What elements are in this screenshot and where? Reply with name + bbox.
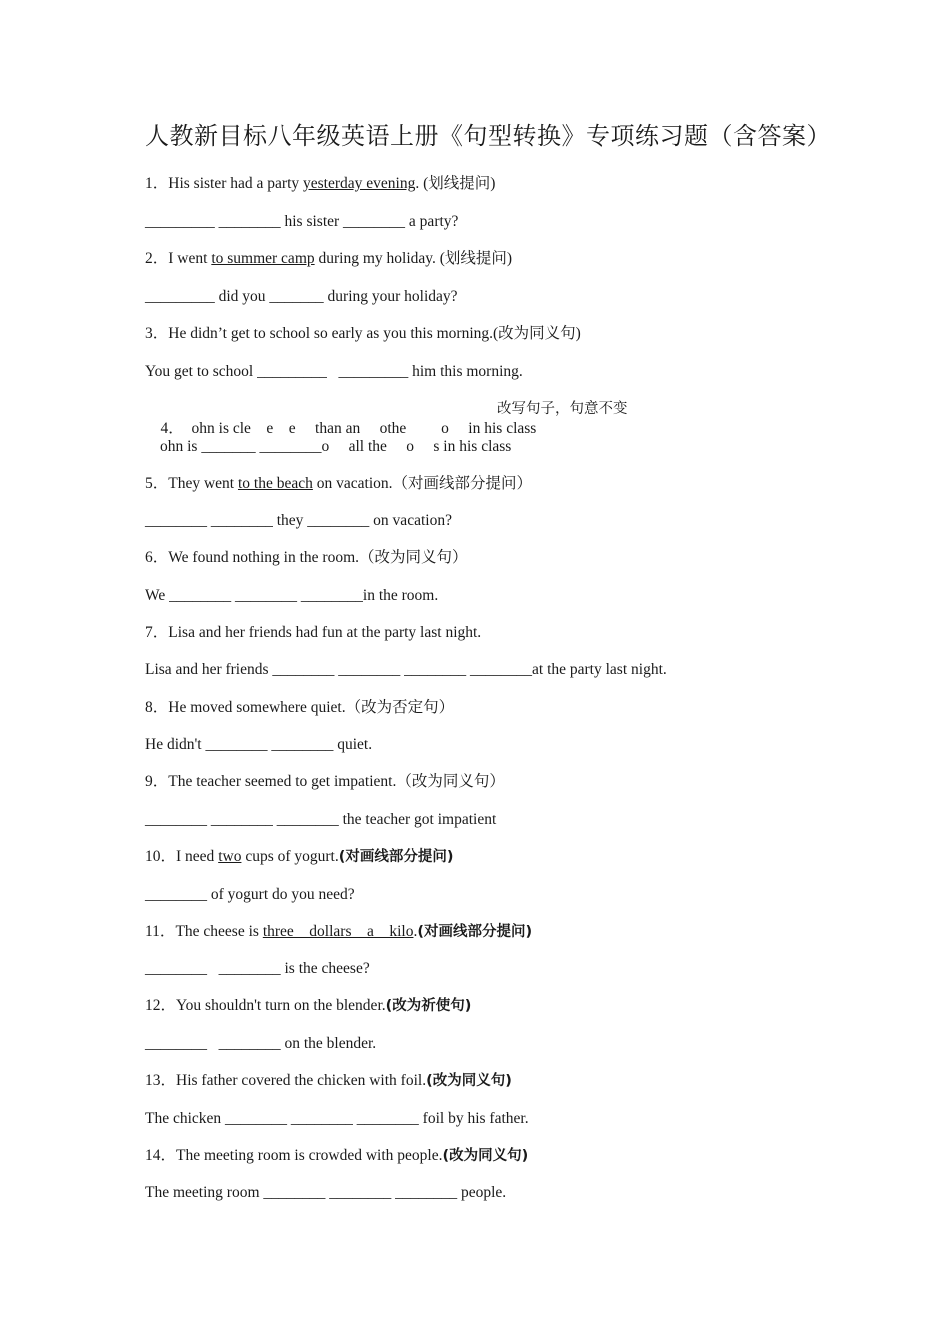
- answer-line-4[interactable]: ohn is _______ ________o all the o s in his class: [160, 438, 512, 455]
- answer-line-10[interactable]: ________ of yogurt do you need?: [145, 886, 355, 903]
- question-text: He didn’t get to school so early as you this morning.(改为同义句): [168, 325, 581, 342]
- question-number: 9．: [145, 773, 169, 790]
- question-14: [145, 1146, 528, 1166]
- question-number: 8．: [145, 699, 169, 716]
- page-title: 人教新目标八年级英语上册《句型转换》专项练习题（含答案）: [145, 122, 831, 150]
- question-instruction: during my holiday. (划线提问): [314, 250, 513, 267]
- underlined-phrase: two: [218, 848, 242, 865]
- answer-line-12[interactable]: ________ ________ on the blender.: [145, 1035, 377, 1052]
- question-2: [145, 249, 512, 269]
- question-6: [145, 548, 468, 568]
- question-instruction: (对画线部分提问): [417, 924, 533, 940]
- question-number: 6．: [145, 549, 169, 566]
- question-11: [145, 922, 532, 942]
- answer-line-14[interactable]: The meeting room ________ ________ ________ people.: [145, 1184, 507, 1201]
- underlined-phrase: to the beach: [238, 475, 313, 492]
- question-text: I need: [176, 848, 219, 865]
- question-text: The meeting room is crowded with people.: [176, 1147, 443, 1164]
- question-number: 7．: [145, 624, 169, 641]
- question-text: The teacher seemed to get impatient.（改为同义句）: [168, 773, 505, 790]
- question-text-end: cups of yogurt.: [241, 848, 339, 865]
- question-number: 13．: [145, 1072, 177, 1089]
- question-9: [145, 772, 505, 792]
- answer-line-9[interactable]: ________ ________ ________ the teacher got impatient: [145, 811, 497, 828]
- question-8: [145, 698, 454, 718]
- question-instruction: (改为同义句): [442, 1148, 529, 1164]
- question-instruction: (改为祈使句): [385, 998, 472, 1014]
- question-text: You shouldn't turn on the blender.: [176, 997, 386, 1014]
- underlined-phrase: yesterday evening: [303, 175, 416, 192]
- answer-line-3[interactable]: You get to school _________ _________ him this morning.: [145, 363, 523, 380]
- question-instruction: . (划线提问): [415, 175, 496, 192]
- question-text: His sister had a party: [168, 175, 303, 192]
- question-text: They went: [168, 475, 238, 492]
- question-12: [145, 996, 471, 1016]
- answer-line-7[interactable]: Lisa and her friends ________ ________ ________ ________at the party last night.: [145, 661, 667, 678]
- answer-line-5[interactable]: ________ ________ they ________ on vacation?: [145, 512, 452, 529]
- question-number: 3．: [145, 325, 169, 342]
- question-instruction: (改为同义句): [426, 1073, 512, 1089]
- question-text: Lisa and her friends had fun at the party last night.: [168, 624, 482, 641]
- question-text-end: .: [413, 923, 418, 940]
- question-number: 4．: [160, 420, 184, 437]
- underlined-phrase: three__dollars__a__kilo: [262, 923, 414, 940]
- question-number: 11．: [145, 923, 176, 940]
- question-number: 1．: [145, 175, 169, 192]
- question-number: 2．: [145, 250, 169, 267]
- question-number: 12．: [145, 997, 177, 1014]
- question-instruction: on vacation.（对画线部分提问）: [312, 475, 533, 492]
- question-13: [145, 1071, 512, 1091]
- question-4-instruction: 改写句子，句意不变: [497, 401, 628, 417]
- answer-line-2[interactable]: _________ did you _______ during your holiday?: [145, 288, 458, 305]
- answer-line-8[interactable]: He didn't ________ ________ quiet.: [145, 736, 373, 753]
- question-5: [145, 474, 532, 494]
- question-text: I went: [168, 250, 212, 267]
- answer-line-13[interactable]: The chicken ________ ________ ________ foil by his father.: [145, 1110, 529, 1127]
- question-number: 14．: [145, 1147, 177, 1164]
- question-text: His father covered the chicken with foil.: [176, 1072, 427, 1089]
- question-text: We found nothing in the room.（改为同义句）: [168, 549, 468, 566]
- question-text: ohn is cle e e than an othe o in his class: [183, 420, 537, 437]
- question-text: He moved somewhere quiet.（改为否定句）: [168, 699, 455, 716]
- question-number: 10．: [145, 848, 177, 865]
- answer-line-11[interactable]: ________ ________ is the cheese?: [145, 960, 370, 977]
- answer-line-6[interactable]: We ________ ________ ________in the room.: [145, 587, 439, 604]
- question-1: [145, 174, 495, 194]
- question-3: [145, 324, 581, 344]
- underlined-phrase: to summer camp: [211, 250, 315, 267]
- question-text: The cheese is: [175, 923, 263, 940]
- question-7: [145, 623, 481, 643]
- question-10: [145, 847, 454, 867]
- answer-line-1[interactable]: _________ ________ his sister ________ a party?: [145, 213, 459, 230]
- question-instruction: (对画线部分提问): [338, 849, 454, 865]
- question-number: 5．: [145, 475, 169, 492]
